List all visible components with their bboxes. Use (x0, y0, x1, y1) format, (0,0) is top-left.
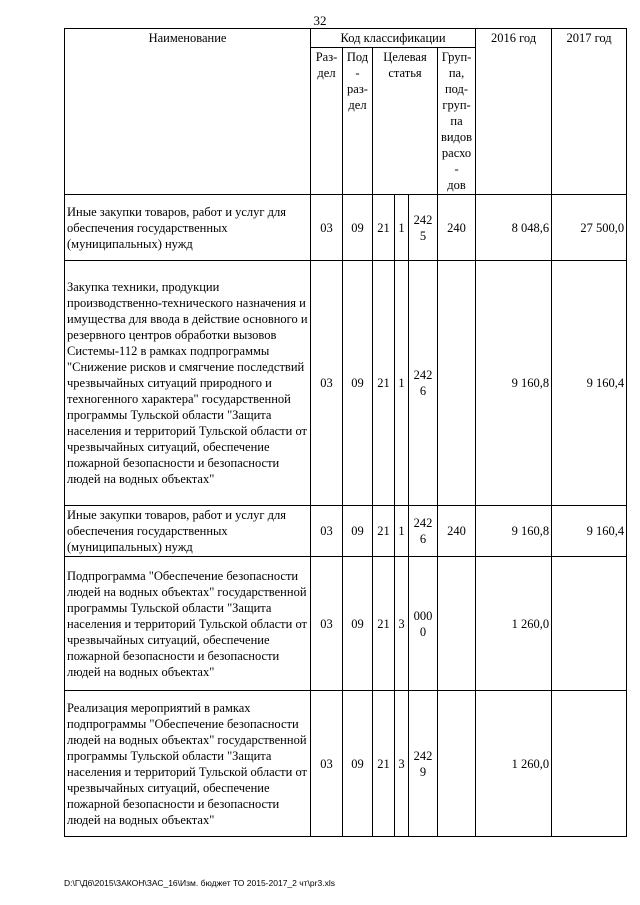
row-2017 (552, 691, 627, 837)
row-subsection: 09 (343, 195, 373, 261)
row-program: 21 (373, 691, 395, 837)
header-target: Целевая статья (373, 48, 438, 195)
row-section: 03 (311, 195, 343, 261)
header-name: Наименование (65, 29, 311, 195)
row-group: 240 (438, 195, 476, 261)
table-row (65, 557, 627, 691)
row-subprogram: 1 (395, 261, 409, 506)
row-code: 2429 (409, 691, 438, 837)
row-subsection: 09 (343, 261, 373, 506)
header-section: Раз- дел (311, 48, 343, 195)
row-code: 0000 (409, 557, 438, 691)
row-code: 2425 (409, 195, 438, 261)
row-subprogram: 1 (395, 195, 409, 261)
row-subprogram: 1 (395, 506, 409, 557)
row-section: 03 (311, 261, 343, 506)
row-group (438, 691, 476, 837)
row-section: 03 (311, 557, 343, 691)
table-row (65, 506, 627, 557)
row-2016: 9 160,8 (476, 506, 552, 557)
row-section: 03 (311, 506, 343, 557)
budget-table (64, 28, 627, 837)
row-name: Подпрограмма "Обеспечение безопасности людей на водных объектах" государственной программы Тульской области "Защита населения и территорий Тульской области от чрезвычайных ситуаций, обеспечение пожарной безопасности и безопасности людей на водных объектах" (65, 557, 311, 691)
table-row (65, 261, 627, 506)
row-group: 240 (438, 506, 476, 557)
row-2016: 8 048,6 (476, 195, 552, 261)
row-subprogram: 3 (395, 691, 409, 837)
row-subsection: 09 (343, 691, 373, 837)
row-subsection: 09 (343, 557, 373, 691)
row-program: 21 (373, 557, 395, 691)
row-program: 21 (373, 261, 395, 506)
row-2017: 9 160,4 (552, 506, 627, 557)
row-subprogram: 3 (395, 557, 409, 691)
row-name: Реализация мероприятий в рамках подпрограммы "Обеспечение безопасности людей на водных объектах" государственной программы Тульской области "Защита населения и территорий Тульской области от чрезвычайных ситуаций, обеспечение пожарной безопасности и безопасности людей на водных объектах" (65, 691, 311, 837)
row-program: 21 (373, 195, 395, 261)
row-2017 (552, 557, 627, 691)
row-name: Закупка техники, продукции производственно-технического назначения и имущества для ввода в действие основного и резервного центров обработки вызовов Системы-112 в рамках подпрограммы "Снижение рисков и смягчение последствий чрезвычайных ситуаций природного и техногенного характера" государственной программы Тульской области "Защита населения и территорий Тульской области от чрезвычайных ситуаций, обеспечение пожарной безопасности и безопасности людей на водных объектах" (65, 261, 311, 506)
row-program: 21 (373, 506, 395, 557)
header-subsection: Под- раз- дел (343, 48, 373, 195)
header-row (65, 29, 627, 48)
row-code: 2426 (409, 261, 438, 506)
row-code: 2426 (409, 506, 438, 557)
row-section: 03 (311, 691, 343, 837)
row-2017: 27 500,0 (552, 195, 627, 261)
header-expense-group: Груп- па, под- груп- па видов расхо- дов (438, 48, 476, 195)
row-2017: 9 160,4 (552, 261, 627, 506)
row-2016: 1 260,0 (476, 557, 552, 691)
table-row (65, 195, 627, 261)
header-2016: 2016 год (476, 29, 552, 195)
row-name: Иные закупки товаров, работ и услуг для обеспечения государственных (муниципальных) нужд (65, 506, 311, 557)
header-classification: Код классификации (311, 29, 476, 48)
table-row (65, 691, 627, 837)
row-2016: 9 160,8 (476, 261, 552, 506)
row-group (438, 261, 476, 506)
row-group (438, 557, 476, 691)
page-number: 32 (313, 13, 327, 28)
row-subsection: 09 (343, 506, 373, 557)
header-2017: 2017 год (552, 29, 627, 195)
row-name: Иные закупки товаров, работ и услуг для обеспечения государственных (муниципальных) нужд (65, 195, 311, 261)
row-2016: 1 260,0 (476, 691, 552, 837)
footer-file-path: D:\Г\Д6\2015\ЗАКОН\ЗАС_16\Изм. бюджет ТО 2015-2017_2 чт\pr3.xls (64, 878, 335, 888)
